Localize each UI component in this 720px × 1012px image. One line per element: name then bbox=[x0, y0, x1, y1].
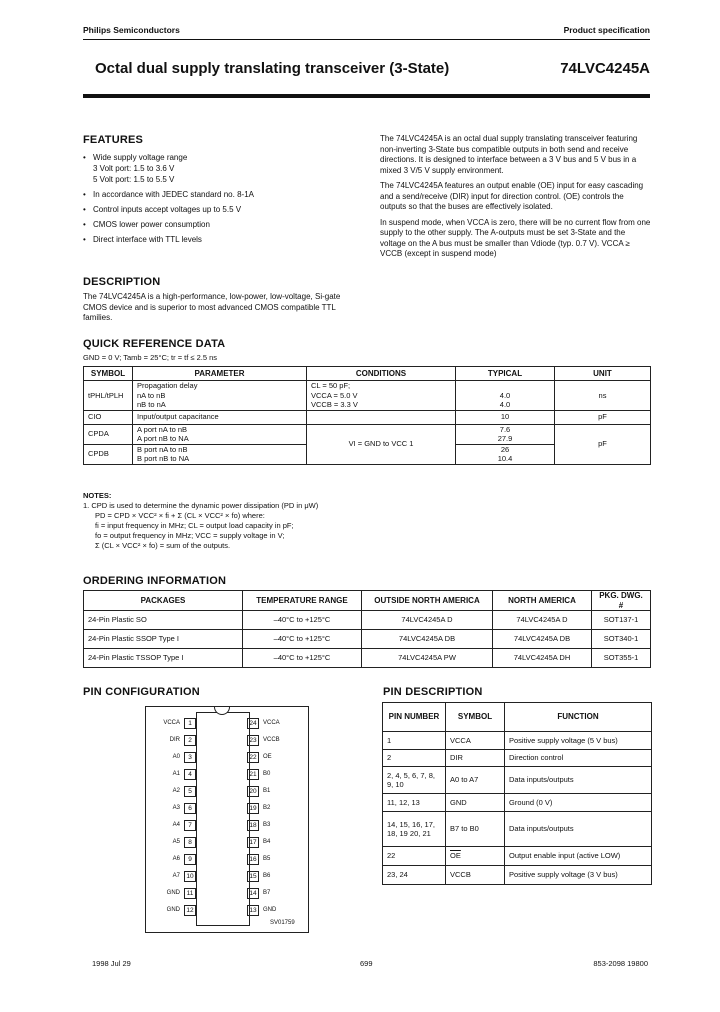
pin-number: 17 bbox=[247, 837, 259, 848]
pin-number: 15 bbox=[247, 871, 259, 882]
table-row: CPDB B port nA to nB B port nB to NA 26 10.4 bbox=[84, 444, 651, 464]
pin-number: 24 bbox=[247, 718, 259, 729]
pin-number: 11 bbox=[184, 888, 196, 899]
footer-page: 699 bbox=[360, 959, 373, 968]
pin-name: A6 bbox=[172, 856, 180, 862]
pin-name: B5 bbox=[263, 856, 271, 862]
qrd-heading: QUICK REFERENCE DATA bbox=[83, 338, 226, 350]
pin-right-16 bbox=[247, 854, 297, 864]
description-heading: DESCRIPTION bbox=[83, 276, 161, 288]
pin-number: 6 bbox=[184, 803, 196, 814]
pin-right-19 bbox=[247, 803, 297, 813]
table-row: 2, 4, 5, 6, 7, 8, 9, 10 A0 to A7 Data inputs/outputs bbox=[383, 767, 652, 794]
pin-number: 13 bbox=[247, 905, 259, 916]
pin-number: 16 bbox=[247, 854, 259, 865]
table-row: CPDA A port nA to nB A port nB to NA VI = GND to VCC 1 7.6 27.9 pF bbox=[84, 424, 651, 444]
table-row: 1 VCCA Positive supply voltage (5 V bus) bbox=[383, 732, 652, 750]
pin-desc-heading: PIN DESCRIPTION bbox=[383, 686, 483, 698]
part-number: 74LVC4245A bbox=[560, 60, 650, 77]
pin-number: 5 bbox=[184, 786, 196, 797]
footer-code: 853-2098 19800 bbox=[593, 959, 648, 968]
ordering-table: PACKAGES TEMPERATURE RANGE OUTSIDE NORTH AMERICA NORTH AMERICA PKG. DWG. # 24-Pin Plastic SO –40°C to +125°C 74LVC4245A D 74LVC4245A D SOT137-1 24-Pin Plastic SSOP Type I –40°C to +125°C 74LVC4245A DB 74LVC4245A DB SOT340-1 24-Pin Plastic TSSOP Type I –40°C to +125°C 74LVC4245A PW 74LVC4245A DH SOT355-1 bbox=[83, 590, 651, 668]
pin-name: DIR bbox=[169, 737, 180, 743]
table-row: 24-Pin Plastic SO –40°C to +125°C 74LVC4245A D 74LVC4245A D SOT137-1 bbox=[84, 611, 651, 630]
pin-number: 19 bbox=[247, 803, 259, 814]
pin-right-23 bbox=[247, 735, 297, 745]
pin-left-3 bbox=[150, 752, 196, 762]
pin-left-11 bbox=[150, 888, 196, 898]
ordering-heading: ORDERING INFORMATION bbox=[83, 575, 227, 587]
pin-name: B4 bbox=[263, 839, 271, 845]
table-row: 23, 24 VCCB Positive supply voltage (3 V bus) bbox=[383, 866, 652, 885]
pin-config-heading: PIN CONFIGURATION bbox=[83, 686, 200, 698]
qrd-conditions: GND = 0 V; Tamb = 25°C; tr = tf ≤ 2.5 ns bbox=[83, 353, 218, 362]
pin-name: B1 bbox=[263, 788, 271, 794]
pin-description-table: PIN NUMBER SYMBOL FUNCTION 1 VCCA Positive supply voltage (5 V bus) 2 DIR Direction control 2, 4, 5, 6, 7, 8, 9, 10 A0 to A7 Data inputs/outputs 11, 12, 13 GND Ground (0 V) 14, 15, 16, 17, 18, 19 20, 21 B7 to B0 Data inputs/outputs 22 $\overline{OE}$ Output enable input (active LOW) 23, 24 VCCB Positive supply voltage (3 V bus) bbox=[382, 702, 652, 885]
pin-left-4 bbox=[150, 769, 196, 779]
pin-name: A4 bbox=[172, 822, 180, 828]
pin-left-5 bbox=[150, 786, 196, 796]
description-text: The 74LVC4245A is a high-performance, low-power, low-voltage, Si-gate CMOS device and is superior to most advanced CMOS compatible TTL families. bbox=[83, 292, 341, 322]
pin-number: 18 bbox=[247, 820, 259, 831]
company-name: Philips Semiconductors bbox=[83, 25, 180, 35]
pin-name: A2 bbox=[172, 788, 180, 794]
pin-name: A0 bbox=[172, 754, 180, 760]
pin-left-9 bbox=[150, 854, 196, 864]
pin-right-22 bbox=[247, 752, 297, 762]
pin-name: B3 bbox=[263, 822, 271, 828]
page-title: Octal dual supply translating transceiver (3-State) bbox=[95, 60, 450, 77]
pin-name: A1 bbox=[172, 771, 180, 777]
quick-reference-table: SYMBOL PARAMETER CONDITIONS TYPICAL UNIT tPHL/tPLH Propagation delay nA to nB nB to nA CL = 50 pF; VCCA = 5.0 V VCCB = 3.3 V 4.0 4.0 ns CIO Input/output capacitance 10 pF CPDA A port nA to nB A port nB to NA VI = GND to VCC 1 7.6 27.9 pF CPDB B port nA to nB B port nB to NA 26 10.4 bbox=[83, 366, 651, 465]
pin-number: 14 bbox=[247, 888, 259, 899]
notes: NOTES: 1. CPD is used to determine the dynamic power dissipation (PD in μW) PD = CPD × VCC² × fi + Σ (CL × VCC² × fo) where: fi = input frequency in MHz; CL = output load capacity in pF; fo = output frequency in MHz; VCC = supply voltage in V; Σ (CL × VCC² × fo) = sum of the outputs. bbox=[83, 491, 319, 550]
pin-name: GND bbox=[263, 907, 277, 913]
pin-number: 12 bbox=[184, 905, 196, 916]
pin-name: VCCB bbox=[263, 737, 280, 743]
pin-number: 4 bbox=[184, 769, 196, 780]
pin-right-21 bbox=[247, 769, 297, 779]
pin-right-13 bbox=[247, 905, 297, 915]
pin-name: B7 bbox=[263, 890, 271, 896]
table-row: 24-Pin Plastic SSOP Type I –40°C to +125°C 74LVC4245A DB 74LVC4245A DB SOT340-1 bbox=[84, 630, 651, 649]
list-item: • Direct interface with TTL levels bbox=[83, 234, 353, 245]
table-row: CIO Input/output capacitance 10 pF bbox=[84, 410, 651, 424]
pin-left-12 bbox=[150, 905, 196, 915]
pin-right-24 bbox=[247, 718, 297, 728]
title-rule bbox=[83, 94, 650, 98]
pin-number: 8 bbox=[184, 837, 196, 848]
pin-number: 10 bbox=[184, 871, 196, 882]
pin-left-6 bbox=[150, 803, 196, 813]
pin-number: 20 bbox=[247, 786, 259, 797]
pin-left-1 bbox=[150, 718, 196, 728]
list-item: • CMOS lower power consumption bbox=[83, 219, 353, 230]
table-row: 14, 15, 16, 17, 18, 19 20, 21 B7 to B0 Data inputs/outputs bbox=[383, 812, 652, 847]
pin-name: GND bbox=[166, 890, 180, 896]
list-item: • In accordance with JEDEC standard no. 8-1A bbox=[83, 189, 353, 200]
pin-left-2 bbox=[150, 735, 196, 745]
pin-name: B6 bbox=[263, 873, 271, 879]
pin-number: 23 bbox=[247, 735, 259, 746]
pin-number: 2 bbox=[184, 735, 196, 746]
intro-text: The 74LVC4245A is an octal dual supply translating transceiver featuring non-inverting 3-State bus compatible outputs in both send and receive directions. It is designed to interface between a 3 V bus and 5 V bus in a mixed 3 V/5 V supply environment. The 74LVC4245A features an output enable (OE) input for easy cascading and a send/receive (DIR) input for direction control. (OE) controls the outputs so that the buses are effectively isolated. In suspend mode, when VCCA is zero, there will be no current flow from one supply to the other supply. The A-outputs must be set 3-State and the voltage on the A bus must be smaller than Vdiode (typ. 0.7 V). VCCA ≥ VCCB (except in suspend mode) bbox=[380, 134, 651, 258]
pin-right-20 bbox=[247, 786, 297, 796]
footer-date: 1998 Jul 29 bbox=[92, 959, 131, 968]
pin-number: 9 bbox=[184, 854, 196, 865]
pin-left-10 bbox=[150, 871, 196, 881]
pin-name: B0 bbox=[263, 771, 271, 777]
diagram-ref: SV01759 bbox=[270, 920, 295, 926]
table-row: 24-Pin Plastic TSSOP Type I –40°C to +125°C 74LVC4245A PW 74LVC4245A DH SOT355-1 bbox=[84, 649, 651, 668]
pin-right-18 bbox=[247, 820, 297, 830]
pin-name: A5 bbox=[172, 839, 180, 845]
pin-name: A3 bbox=[172, 805, 180, 811]
pin-number: 1 bbox=[184, 718, 196, 729]
doc-type: Product specification bbox=[563, 25, 650, 35]
pin-number: 22 bbox=[247, 752, 259, 763]
pin-name: B2 bbox=[263, 805, 271, 811]
pin-number: 7 bbox=[184, 820, 196, 831]
list-item: • Wide supply voltage range 3 Volt port: 1.5 to 3.6 V 5 Volt port: 1.5 to 5.5 V bbox=[83, 152, 353, 185]
pin-name: VCCA bbox=[263, 720, 280, 726]
header-rule bbox=[83, 39, 650, 40]
pin-right-17 bbox=[247, 837, 297, 847]
features-list bbox=[83, 152, 353, 245]
table-row: 2 DIR Direction control bbox=[383, 750, 652, 767]
pin-left-7 bbox=[150, 820, 196, 830]
pin-name: OE bbox=[263, 754, 272, 760]
ic-package bbox=[196, 712, 250, 926]
pin-name: VCCA bbox=[163, 720, 180, 726]
features-heading: FEATURES bbox=[83, 134, 144, 146]
table-row: tPHL/tPLH Propagation delay nA to nB nB to nA CL = 50 pF; VCCA = 5.0 V VCCB = 3.3 V 4.0 4.0 ns bbox=[84, 381, 651, 411]
pin-number: 21 bbox=[247, 769, 259, 780]
list-item: • Control inputs accept voltages up to 5.5 V bbox=[83, 204, 353, 215]
pin-right-15 bbox=[247, 871, 297, 881]
pin-left-8 bbox=[150, 837, 196, 847]
table-row: 22 $\overline{OE}$ Output enable input (active LOW) bbox=[383, 847, 652, 866]
pin-number: 3 bbox=[184, 752, 196, 763]
pin-name: A7 bbox=[172, 873, 180, 879]
table-row: 11, 12, 13 GND Ground (0 V) bbox=[383, 794, 652, 812]
pin-right-14 bbox=[247, 888, 297, 898]
pin-name: GND bbox=[166, 907, 180, 913]
